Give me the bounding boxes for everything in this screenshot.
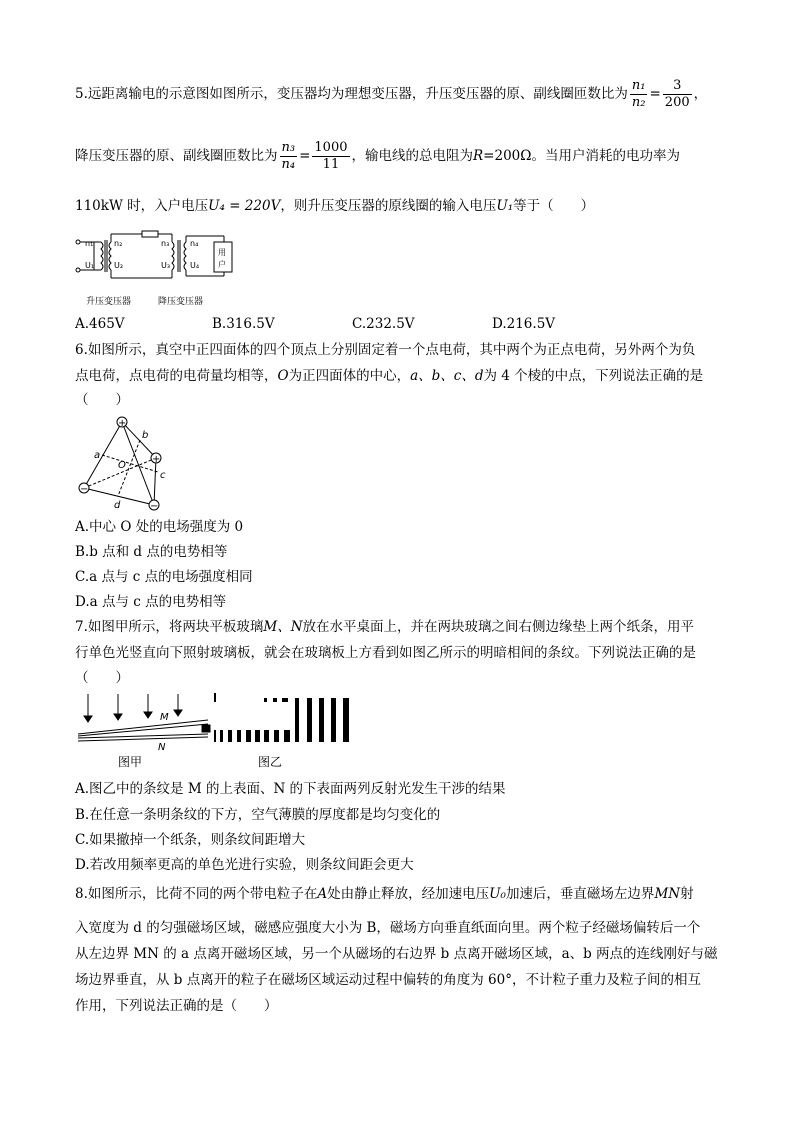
label-U2: U₂ — [114, 261, 124, 270]
q6-option-d[interactable]: D.a 点与 c 点的电势相等 — [75, 594, 227, 610]
label-U1: U₁ — [85, 261, 95, 270]
tetrahedron-diagram — [72, 410, 180, 512]
q5-option-c[interactable]: C.232.5V — [352, 316, 415, 332]
ratio-3-200: $\frac{3}{200}$ — [664, 78, 690, 110]
ratio-n3-n4: $\frac{\text{n₃}}{\text{n₄}}$ — [281, 140, 296, 172]
q6-line2: 点电荷，点电荷的电荷量均相等，O为正四面体的中心，a、b、c、d为 4 个棱的中点，下列说法正确的是 — [75, 368, 704, 384]
q7-line3: （ ） — [75, 670, 129, 686]
q6-option-b[interactable]: B.b 点和 d 点的电势相等 — [75, 544, 228, 560]
transformer-diagram — [74, 228, 234, 310]
q5-line3: 110kW 时，入户电压U₄ = 220V，则升压变压器的原线圈的输入电压U₁等于（ ） — [75, 198, 595, 214]
label-figure-yi: 图乙 — [258, 755, 283, 769]
ratio-n1-n2: $\frac{\text{n₁}}{\text{n₂}}$ — [631, 78, 646, 110]
q6-line3: （ ） — [75, 392, 129, 408]
q8-line5: 作用，下列说法正确的是（ ） — [75, 998, 278, 1014]
q6-line1: 6.如图所示，真空中正四面体的四个顶点上分别固定着一个点电荷，其中两个为正点电荷，另外两个为负 — [75, 342, 696, 358]
ratio-1000-11: $\frac{1000}{11}$ — [314, 140, 348, 172]
label-n4: n₄ — [190, 239, 199, 248]
q7-option-d[interactable]: D.若改用频率更高的单色光进行实验，则条纹间距会更大 — [75, 857, 414, 873]
q8-line4: 场边界垂直，从 b 点离开的粒子在磁场区域运动过程中偏转的角度为 60°，不计粒子重力及粒子间的相互 — [75, 972, 701, 988]
charge-minus-bottom: − — [150, 501, 159, 512]
label-U4: U₄ — [190, 261, 200, 270]
charge-plus-right: + — [152, 454, 161, 465]
q5-option-b[interactable]: B.316.5V — [212, 316, 275, 332]
label-n3: n₃ — [161, 239, 170, 248]
label-n2: n₂ — [114, 239, 123, 248]
q7-option-a[interactable]: A.图乙中的条纹是 M 的上表面、N 的下表面两列反射光发生干涉的结果 — [75, 781, 506, 797]
label-N: N — [158, 742, 166, 753]
label-figure-jia: 图甲 — [118, 755, 143, 769]
q5-text: 5.远距离输电的示意图如图所示，变压器均为理想变压器，升压变压器的原、副线圈匝数比为 — [75, 86, 628, 102]
charge-plus-top: + — [118, 418, 127, 429]
q5-option-d[interactable]: D.216.5V — [492, 316, 556, 332]
q5-option-a[interactable]: A.465V — [75, 316, 125, 332]
point-c: c — [160, 470, 166, 481]
point-O: O — [118, 460, 126, 471]
label-user-1: 用 — [218, 248, 226, 257]
label-M: M — [160, 712, 169, 723]
q7-option-c[interactable]: C.如果撤掉一个纸条，则条纹间距增大 — [75, 832, 306, 848]
q7-line2: 行单色光竖直向下照射玻璃板，就会在玻璃板上方看到如图乙所示的明暗相间的条纹。下列说法正确的是 — [75, 645, 696, 661]
label-step-up: 升压变压器 — [86, 297, 132, 307]
q8-line3: 从左边界 MN 的 a 点离开磁场区域，另一个从磁场的右边界 b 点离开磁场区域，a、b 两点的连线刚好与磁 — [75, 946, 718, 962]
q6-option-a[interactable]: A.中心 O 处的电场强度为 0 — [75, 519, 244, 535]
label-n1: n₁ — [85, 239, 94, 248]
interference-diagram — [74, 690, 364, 770]
q5-line2: 降压变压器的原、副线圈匝数比为 $\frac{\text{n₃}}{\text{n₄}}$ = $\frac{1000}{11}$ ，输电线的总电阻为R=200Ω。当用户消耗的电功率为 — [75, 140, 680, 172]
charge-minus-left: − — [80, 484, 89, 495]
point-b: b — [142, 430, 149, 441]
q8-line1: 8.如图所示，比荷不同的两个带电粒子在A处由静止释放，经加速电压U₀加速后，垂直磁场左边界MN射 — [75, 886, 694, 902]
q7-line1: 7.如图甲所示，将两块平板玻璃M、N放在水平桌面上，并在两块玻璃之间右侧边缘垫上两个纸条，用平 — [75, 619, 695, 635]
label-step-down: 降压变压器 — [158, 297, 204, 307]
q8-line2: 入宽度为 d 的匀强磁场区域，磁感应强度大小为 B，磁场方向垂直纸面向里。两个粒子经磁场偏转后一个 — [75, 920, 701, 936]
point-d: d — [114, 500, 121, 511]
point-a: a — [94, 450, 101, 461]
q5-line1: 5.远距离输电的示意图如图所示，变压器均为理想变压器，升压变压器的原、副线圈匝数比为 $\frac{\text{n₁}}{\text{n₂}}$ = $\frac{3}{200}$ ， — [75, 78, 708, 110]
q6-option-c[interactable]: C.a 点与 c 点的电场强度相同 — [75, 569, 253, 585]
label-user-2: 户 — [218, 260, 226, 269]
label-U3: U₃ — [161, 261, 171, 270]
q7-option-b[interactable]: B.在任意一条明条纹的下方，空气薄膜的厚度都是均匀变化的 — [75, 807, 441, 823]
